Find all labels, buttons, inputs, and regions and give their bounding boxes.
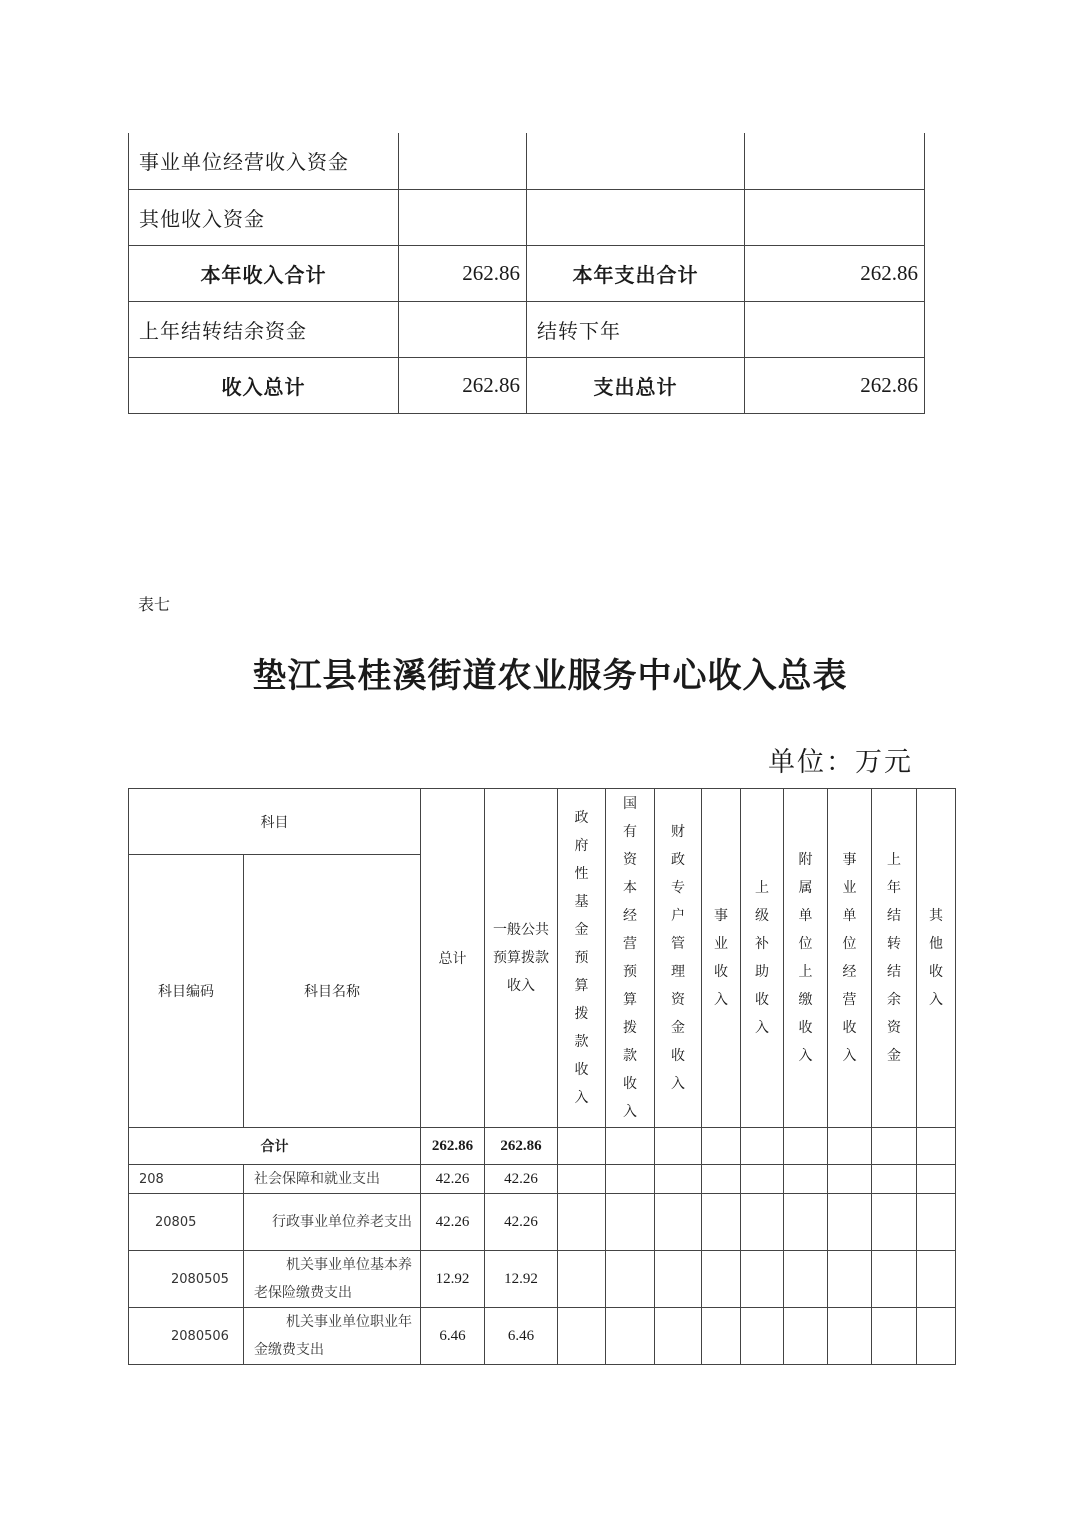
business-income-header	[702, 789, 741, 1128]
row-value	[399, 189, 527, 245]
income-subtotal-value: 262.86	[399, 245, 527, 301]
income-total-label: 收入总计	[129, 357, 399, 413]
subject-name-header: 科目名称	[244, 855, 421, 1128]
row-value	[745, 133, 925, 189]
row-label: 上年结转结余资金	[129, 301, 399, 357]
expense-subtotal-value: 262.86	[745, 245, 925, 301]
row-label: 事业单位经营收入资金	[129, 133, 399, 189]
subject-code: 208	[129, 1165, 244, 1194]
gov-fund-header-text: 政府性基金预算拨款收入	[574, 810, 589, 1106]
subject-name: 机关事业单位职业年金缴费支出	[244, 1308, 421, 1365]
table-row	[129, 301, 925, 357]
superior-subsidy-header	[741, 789, 784, 1128]
affiliated-unit-header	[784, 789, 828, 1128]
operating-income-header	[828, 789, 872, 1128]
income-subtotal-label: 本年收入合计	[129, 245, 399, 301]
fiscal-special-header-text: 财政专户管理资金收入	[670, 824, 685, 1092]
expense-total-value: 262.86	[745, 357, 925, 413]
table-row	[129, 189, 925, 245]
row-value	[399, 301, 527, 357]
carryover-header-text: 上年结转结余资金	[886, 852, 901, 1064]
gov-fund-header	[558, 789, 606, 1128]
subject-header: 科目	[129, 789, 421, 855]
unit-label: 单位：万元	[768, 747, 913, 778]
general-budget-header	[485, 789, 558, 1128]
general-amount: 12.92	[485, 1251, 558, 1308]
header-row	[129, 789, 956, 855]
page-title: 垫江县桂溪街道农业服务中心收入总表	[252, 656, 848, 696]
budget-summary-table	[128, 133, 925, 414]
row-value	[745, 301, 925, 357]
subject-name: 行政事业单位养老支出	[244, 1194, 421, 1251]
general-budget-header-text: 一般公共预算拨款收入	[493, 922, 549, 994]
table-row	[129, 1251, 956, 1308]
table-row	[129, 1165, 956, 1194]
table-number: 表七	[138, 595, 171, 614]
other-income-header-text: 其他收入	[928, 908, 943, 1008]
operating-income-header-text: 事业单位经营收入	[842, 852, 857, 1064]
row-label	[527, 189, 745, 245]
subject-code-header: 科目编码	[129, 855, 244, 1128]
expense-subtotal-label: 本年支出合计	[527, 245, 745, 301]
row-label: 结转下年	[527, 301, 745, 357]
table-row	[129, 1194, 956, 1251]
affiliated-unit-header-text: 附属单位上缴收入	[798, 852, 813, 1064]
total-amount: 42.26	[421, 1165, 485, 1194]
business-income-header-text: 事业收入	[713, 908, 728, 1008]
subject-code: 2080506	[129, 1308, 244, 1365]
subject-code: 2080505	[129, 1251, 244, 1308]
subject-code: 20805	[129, 1194, 244, 1251]
carryover-header	[872, 789, 917, 1128]
other-income-header	[917, 789, 956, 1128]
row-value	[399, 133, 527, 189]
table-row	[129, 245, 925, 301]
total-label: 合计	[129, 1128, 421, 1165]
total-amount: 262.86	[421, 1128, 485, 1165]
expense-total-label: 支出总计	[527, 357, 745, 413]
total-amount: 12.92	[421, 1251, 485, 1308]
total-amount: 6.46	[421, 1308, 485, 1365]
total-row	[129, 1128, 956, 1165]
state-capital-header	[606, 789, 655, 1128]
fiscal-special-header	[655, 789, 702, 1128]
general-amount: 42.26	[485, 1165, 558, 1194]
table-row	[129, 1308, 956, 1365]
income-total-value: 262.86	[399, 357, 527, 413]
row-label: 其他收入资金	[129, 189, 399, 245]
state-capital-header-text: 国有资本经营预算拨款收入	[622, 796, 637, 1120]
general-amount: 262.86	[485, 1128, 558, 1165]
general-amount: 42.26	[485, 1194, 558, 1251]
subject-name: 社会保障和就业支出	[244, 1165, 421, 1194]
total-header-text: 总计	[438, 951, 467, 967]
total-amount: 42.26	[421, 1194, 485, 1251]
total-header	[421, 789, 485, 1128]
income-summary-table	[128, 788, 956, 1365]
table-row	[129, 133, 925, 189]
superior-subsidy-header-text: 上级补助收入	[754, 880, 769, 1036]
subject-name: 机关事业单位基本养老保险缴费支出	[244, 1251, 421, 1308]
general-amount: 6.46	[485, 1308, 558, 1365]
table-row	[129, 357, 925, 413]
row-label	[527, 133, 745, 189]
row-value	[745, 189, 925, 245]
